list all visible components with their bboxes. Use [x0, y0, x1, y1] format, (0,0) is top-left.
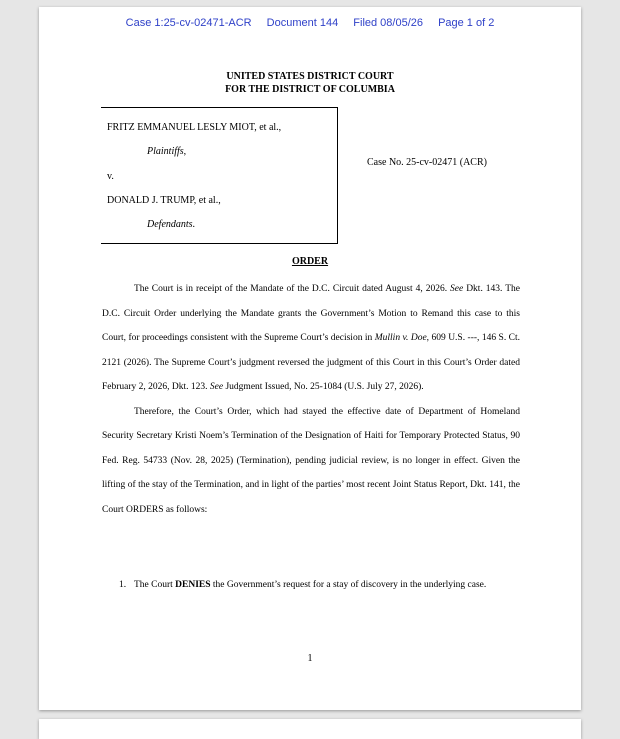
versus: v. — [107, 171, 114, 182]
ecf-header — [39, 17, 581, 29]
document-number: Document 144 — [266, 17, 339, 29]
ordered-list — [119, 573, 519, 598]
defendant-role: Defendants. — [147, 219, 196, 230]
text-run: The Court — [134, 580, 176, 590]
plaintiff-role: Plaintiffs, — [147, 146, 187, 157]
list-item-number: 1. — [119, 580, 127, 590]
document-page — [39, 7, 581, 710]
text-run: , 609 U.S. ---, 146 S. Ct. 2121 (2026). The Supreme Court’s judgment reversed the judgment of this Court in this Court’s Order dated February 2, 2026, Dkt. 123. — [102, 333, 520, 392]
next-page — [39, 719, 581, 739]
filed-date: Filed 08/05/26 — [353, 17, 423, 29]
page-number: 1 — [307, 653, 313, 664]
defendant-name: DONALD J. TRUMP, et al., — [107, 195, 221, 206]
text-run: Dkt. 143. The D.C. Circuit Order underlying the Mandate grants the Government’s Motion to Remand this case to this Court, for proceedings consistent with the Supreme Court’s decision in — [102, 284, 520, 343]
paragraph-mandate — [102, 277, 520, 400]
list-item-text — [134, 573, 519, 598]
page-indicator: Page 1 of 2 — [438, 17, 495, 29]
text-run: DENIES — [175, 580, 211, 590]
case-number: Case No. 25-cv-02471 (ACR) — [367, 157, 487, 168]
text-run: The Court is in receipt of the Mandate of the D.C. Circuit dated August 4, 2026. — [134, 284, 451, 294]
court-district: FOR THE DISTRICT OF COLUMBIA — [225, 83, 395, 95]
text-run: Mullin v. Doe — [374, 333, 427, 343]
text-run: See — [450, 284, 464, 294]
text-run: See — [209, 382, 224, 392]
plaintiff-name: FRITZ EMMANUEL LESLY MIOT, et al., — [107, 122, 282, 133]
paragraph-orders — [102, 400, 520, 523]
order-title: ORDER — [291, 256, 329, 267]
case-caption — [101, 107, 338, 244]
text-run: Therefore, the Court’s Order, which had stayed the effective date of Department of Homeland Security Secretary Kristi Noem’s Termination of the Designation of Haiti for Temporary Protected Status, 90 Fed. Reg. 54733 (Nov. 28, 2025) (Termination), pending judicial review, is no longer in effect. Given the lifting of the stay of the Termination, and in light of the parties’ most recent Joint Status Report, Dkt. 141, the Court ORDERS as follows: — [102, 406, 520, 515]
text-run: the Government’s request for a stay of discovery in the underlying case. — [210, 580, 487, 590]
text-run: Judgment Issued, No. 25-1084 (U.S. July 27, 2026). — [223, 382, 424, 392]
court-name: UNITED STATES DISTRICT COURT — [226, 71, 394, 82]
case-number-header: Case 1:25-cv-02471-ACR — [125, 17, 252, 29]
court-heading — [39, 71, 581, 96]
order-body — [102, 277, 520, 522]
